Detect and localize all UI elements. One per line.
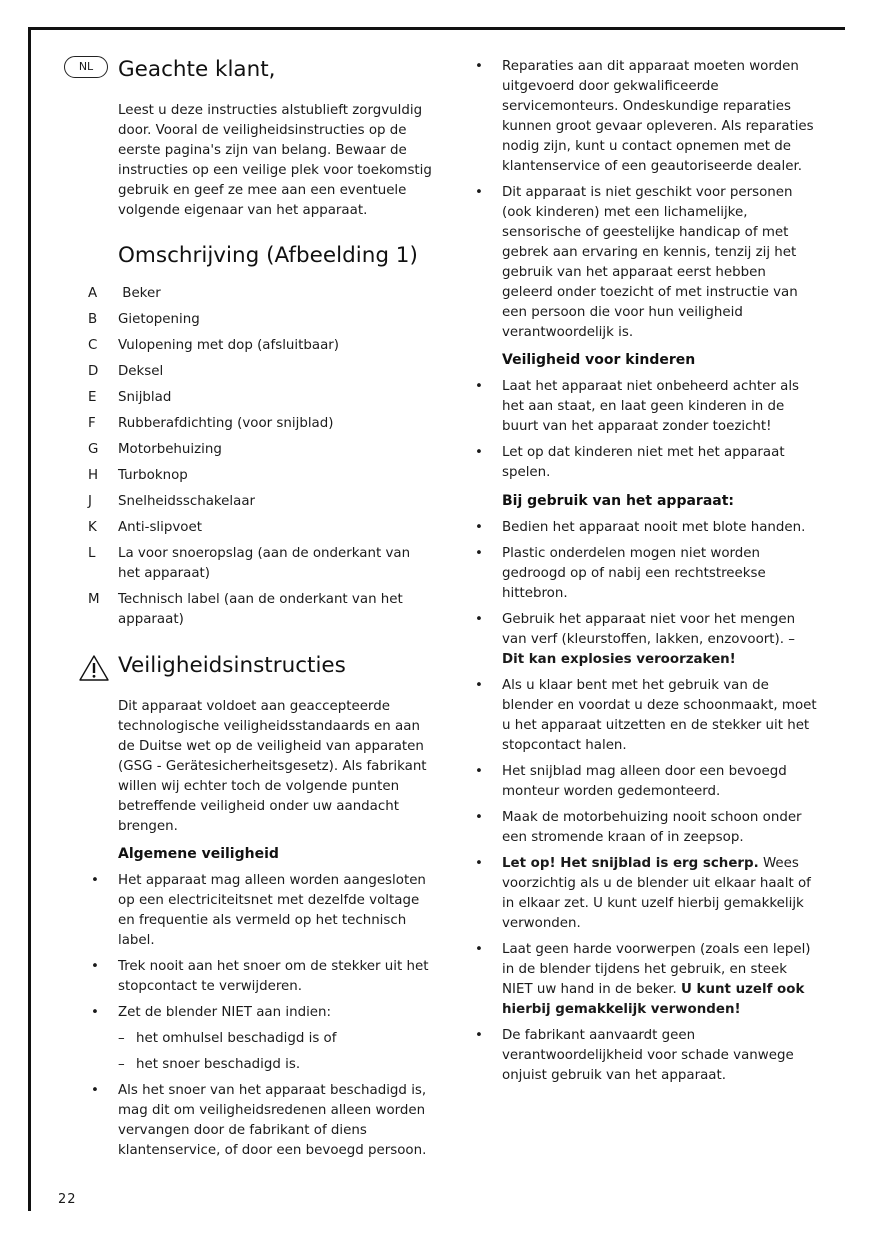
list-item-text: Bedien het apparaat nooit met blote handen.	[502, 520, 806, 535]
frame-top-rule	[28, 27, 845, 30]
list-item	[472, 518, 817, 538]
list-item	[472, 443, 817, 483]
legend-text: Turboknop	[118, 468, 188, 483]
general-safety-heading: Algemene veiligheid	[118, 846, 279, 862]
general-safety-list-continued	[472, 57, 817, 349]
legend-letter: B	[88, 312, 98, 327]
bullet-icon: •	[475, 612, 483, 627]
list-item-warning: Let op! Het snijblad is erg scherp.	[502, 856, 759, 871]
legend-text: Technisch label (aan de onderkant van het apparaat)	[118, 592, 403, 627]
legend-item	[88, 466, 433, 486]
list-item	[88, 957, 433, 997]
bullet-icon: •	[475, 678, 483, 693]
legend-text: Deksel	[118, 364, 164, 379]
legend-text: Gietopening	[118, 312, 200, 327]
legend-text: Vulopening met dop (afsluitbaar)	[118, 338, 340, 353]
safety-title: Veiligheidsinstructies	[118, 653, 346, 678]
sub-list-item	[118, 1055, 433, 1075]
general-safety-list	[88, 871, 433, 1167]
bullet-icon: •	[91, 1005, 99, 1020]
list-item-text: Het snijblad mag alleen door een bevoegd monteur worden gedemonteerd.	[502, 764, 787, 799]
list-item-text: Als het snoer van het apparaat beschadigd is, mag dit om veiligheidsredenen alleen worden vervangen door de fabrikant of diens klantenservice, of door een bevoegd persoon.	[118, 1083, 427, 1158]
bullet-icon: •	[475, 520, 483, 535]
legend-letter: E	[88, 390, 97, 405]
list-item	[472, 808, 817, 848]
safety-intro: Dit apparaat voldoet aan geaccepteerde technologische veiligheidsstandaards en aan de Duitse wet op de veiligheid van apparaten (GSG - Gerätesicherheitsgesetz). Als fabrikant willen wij echter toch de volgende punten betreffende veiligheid onder uw aandacht brengen.	[118, 699, 427, 834]
list-item	[472, 940, 817, 1020]
legend-letter: C	[88, 338, 98, 353]
list-item-text: Maak de motorbehuizing nooit schoon onder een stromende kraan of in zeepsop.	[502, 810, 802, 845]
list-item	[472, 610, 817, 670]
list-item-text: Laat het apparaat niet onbeheerd achter als het aan staat, en laat geen kinderen in de buurt van het apparaat zonder toezicht!	[502, 379, 800, 434]
list-item	[472, 676, 817, 756]
list-item	[472, 762, 817, 802]
parts-legend	[88, 284, 433, 636]
list-item-text: Plastic onderdelen mogen niet worden gedroogd op of nabij een rechtstreekse hittebron.	[502, 546, 766, 601]
bullet-icon: •	[475, 185, 483, 200]
list-item-text: Reparaties aan dit apparaat moeten worden uitgevoerd door gekwalificeerde servicemonteurs. Ondeskundige reparaties kunnen groot gevaar opleveren. Als reparaties nodig zijn, kunt u contact opnemen met de klantenservice of een geautoriseerde dealer.	[502, 59, 814, 174]
list-item	[88, 1003, 433, 1075]
legend-letter: G	[88, 442, 99, 457]
bullet-icon: •	[475, 1028, 483, 1043]
legend-letter: K	[88, 520, 97, 535]
language-badge: NL	[64, 56, 108, 78]
sub-list-item-text: het snoer beschadigd is.	[136, 1057, 301, 1072]
list-item-warning: Dit kan explosies veroorzaken!	[502, 652, 736, 667]
legend-letter: D	[88, 364, 99, 379]
legend-text: La voor snoeropslag (aan de onderkant van het apparaat)	[118, 546, 411, 581]
bullet-icon: •	[91, 873, 99, 888]
usage-safety-list	[472, 518, 817, 1092]
list-item-text: Het apparaat mag alleen worden aangesloten op een electriciteitsnet met dezelfde voltage en frequentie als vermeld op het technisch label.	[118, 873, 426, 948]
legend-item	[88, 336, 433, 356]
list-item-text: Als u klaar bent met het gebruik van de blender en voordat u deze schoonmaakt, moet u het apparaat uitzetten en de stekker uit het stopcontact halen.	[502, 678, 817, 753]
bullet-icon: •	[91, 959, 99, 974]
list-item-text: Trek nooit aan het snoer om de stekker uit het stopcontact te verwijderen.	[118, 959, 429, 994]
child-safety-heading: Veiligheid voor kinderen	[502, 352, 696, 368]
bullet-icon: •	[475, 764, 483, 779]
legend-item	[88, 492, 433, 512]
description-title: Omschrijving (Afbeelding 1)	[118, 243, 418, 268]
list-item-text: De fabrikant aanvaardt geen verantwoordelijkheid voor schade vanwege onjuist gebruik van het apparaat.	[502, 1028, 794, 1083]
list-item	[472, 854, 817, 934]
legend-item	[88, 362, 433, 382]
list-item	[472, 183, 817, 343]
bullet-icon: •	[475, 379, 483, 394]
list-item-text: Wees voorzichtig als u de blender uit elkaar haalt of in elkaar zet. U kunt uzelf hierbij gemakkelijk verwonden.	[502, 856, 811, 931]
legend-item	[88, 414, 433, 434]
legend-item	[88, 590, 433, 630]
bullet-icon: •	[475, 942, 483, 957]
sub-list-item	[118, 1029, 433, 1049]
legend-text: Snijblad	[118, 390, 172, 405]
greeting-title: Geachte klant,	[118, 57, 276, 82]
page-number: 22	[58, 1192, 77, 1207]
list-item-text: Zet de blender NIET aan indien:	[118, 1005, 332, 1020]
list-item	[472, 377, 817, 437]
dash-icon: –	[118, 1057, 125, 1072]
legend-item	[88, 544, 433, 584]
legend-letter: A	[88, 286, 98, 301]
legend-letter: J	[88, 494, 92, 509]
legend-text: Anti-slipvoet	[118, 520, 202, 535]
list-item-text: Laat geen harde voorwerpen (zoals een lepel) in de blender tijdens het gebruik, en steek NIET uw hand in de beker.	[502, 942, 811, 997]
list-item	[88, 1081, 433, 1161]
greeting-text: Leest u deze instructies alstublieft zorgvuldig door. Vooral de veiligheidsinstructies op de eerste pagina's zijn van belang. Bewaar de instructies op een veilige plek voor toekomstig gebruik en geef ze mee aan een eventuele volgende eigenaar van het apparaat.	[118, 103, 432, 218]
legend-item	[88, 440, 433, 460]
list-item-text: Let op dat kinderen niet met het apparaat spelen.	[502, 445, 785, 480]
bullet-icon: •	[475, 856, 483, 871]
list-item	[472, 544, 817, 604]
legend-letter: M	[88, 592, 100, 607]
list-item-text: Dit apparaat is niet geschikt voor personen (ook kinderen) met een lichamelijke, sensorische of geestelijke handicap of met gebrek aan ervaring en kennis, tenzij zij het gebruik van het apparaat eerst hebben geleerd onder toezicht of met instructie van een persoon die voor hun veiligheid verantwoordelijk is.	[502, 185, 798, 340]
legend-text: Rubberafdichting (voor snijblad)	[118, 416, 334, 431]
legend-text: Beker	[118, 286, 161, 301]
bullet-icon: •	[91, 1083, 99, 1098]
bullet-icon: •	[475, 59, 483, 74]
list-item	[472, 1026, 817, 1086]
legend-item	[88, 388, 433, 408]
dash-icon: –	[118, 1031, 125, 1046]
frame-left-rule	[28, 27, 31, 1211]
legend-letter: H	[88, 468, 99, 483]
legend-item	[88, 284, 433, 304]
legend-item	[88, 518, 433, 538]
legend-text: Snelheidsschakelaar	[118, 494, 256, 509]
bullet-icon: •	[475, 445, 483, 460]
usage-safety-heading: Bij gebruik van het apparaat:	[502, 493, 735, 509]
bullet-icon: •	[475, 810, 483, 825]
list-item	[88, 871, 433, 951]
warning-triangle-icon	[78, 654, 110, 682]
legend-letter: F	[88, 416, 96, 431]
list-item	[472, 57, 817, 177]
list-item-warning: U kunt uzelf ook hierbij gemakkelijk verwonden!	[502, 982, 805, 1017]
child-safety-list	[472, 377, 817, 489]
sub-list-item-text: het omhulsel beschadigd is of	[136, 1031, 337, 1046]
bullet-icon: •	[475, 546, 483, 561]
legend-letter: L	[88, 546, 96, 561]
legend-item	[88, 310, 433, 330]
list-item-text: Gebruik het apparaat niet voor het mengen van verf (kleurstoffen, lakken, enzovoort). –	[502, 612, 796, 647]
legend-text: Motorbehuizing	[118, 442, 222, 457]
